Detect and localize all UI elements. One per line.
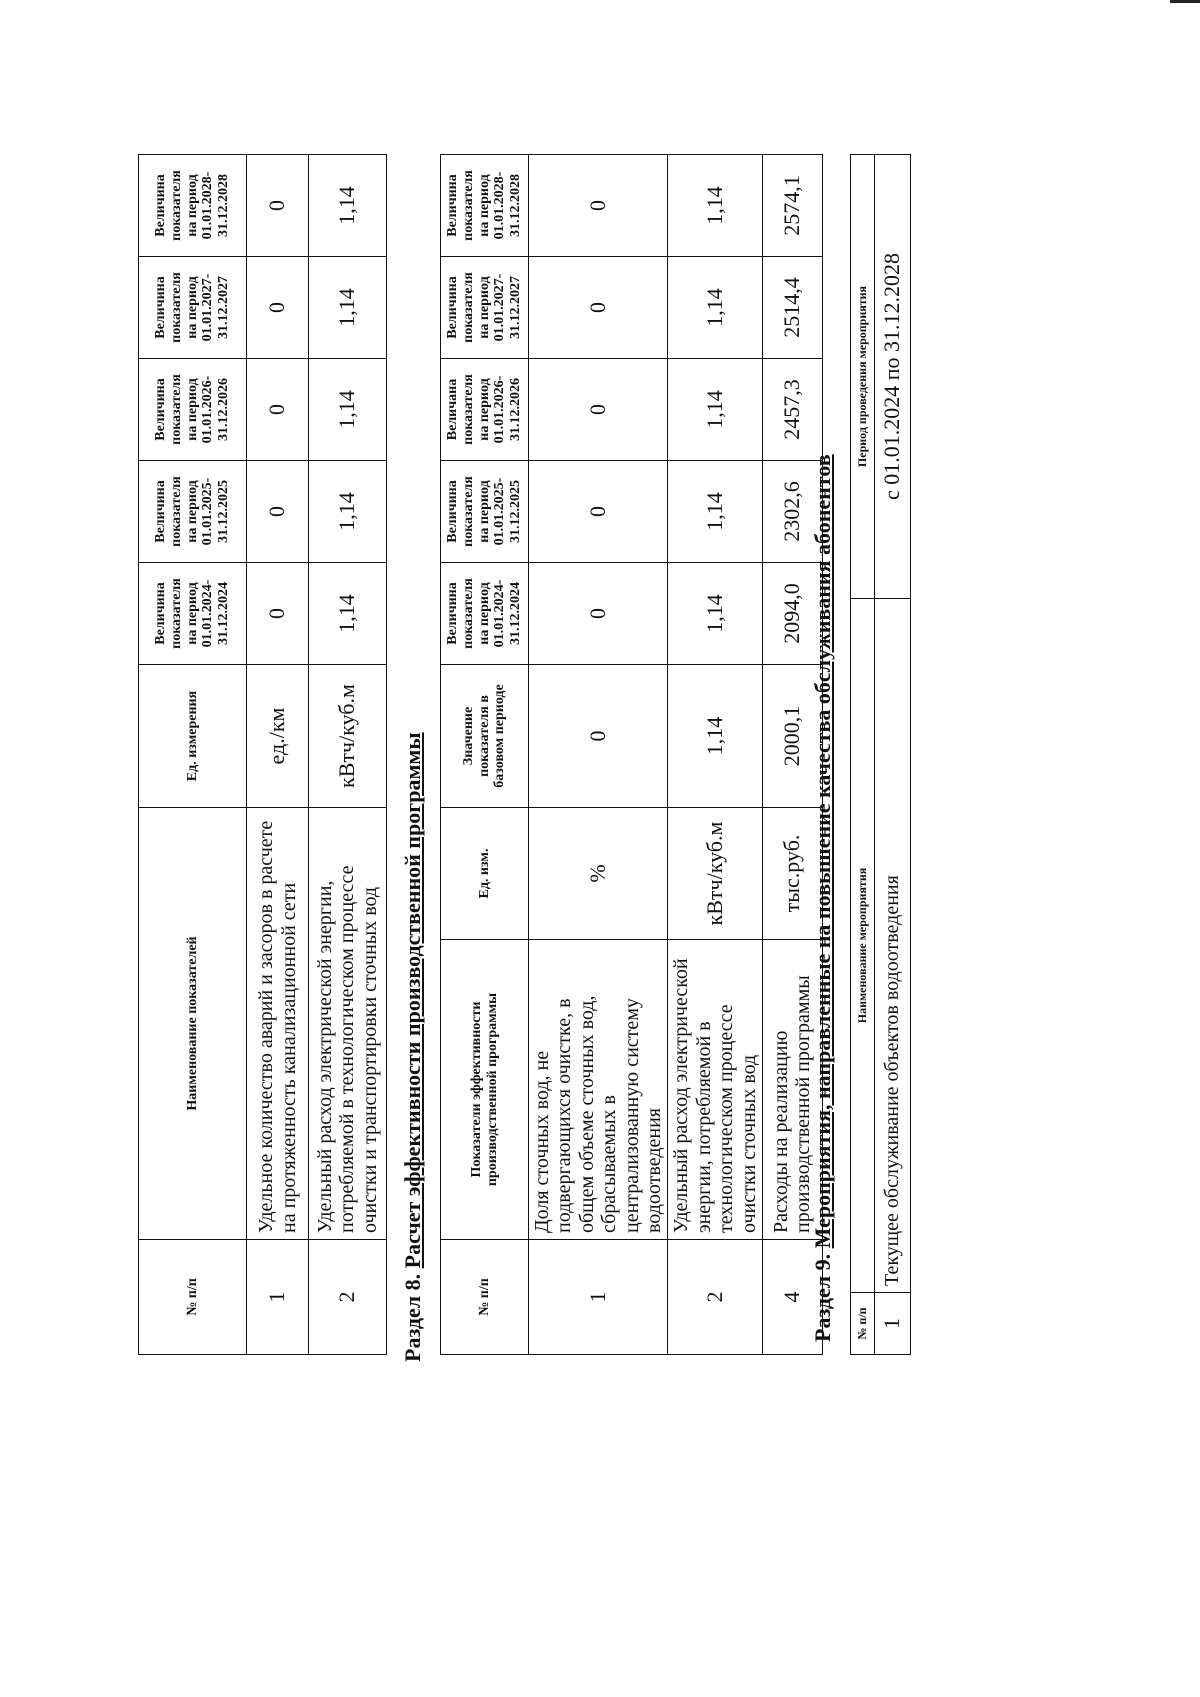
cell-value: 2000,1: [762, 665, 822, 808]
table-header-row: [851, 155, 875, 1355]
col-header-2028: Величина показателя на период 01.01.2028-31.12.2028: [139, 155, 247, 257]
col-header-2025: Величина показателя на период 01.01.2025-31.12.2025: [139, 461, 247, 563]
col-header-number: № п/п: [139, 1240, 247, 1355]
table-row: [875, 155, 911, 1355]
cell-value: 1,14: [668, 563, 763, 665]
table-header-row: [441, 155, 529, 1355]
cell-value: 1,14: [309, 155, 387, 257]
cell-indicator-name: Удельный расход электрической энергии, потребляемой в технологическом процессе очистки сточных вод: [668, 940, 763, 1240]
cell-number: 1: [529, 1240, 668, 1355]
col-header-base-value: Значение показателя в базовом периоде: [441, 665, 529, 808]
cell-value: 1,14: [309, 257, 387, 359]
cell-value: 0: [529, 359, 668, 461]
cell-value: 0: [529, 665, 668, 808]
cell-value: 0: [529, 155, 668, 257]
col-header-2024: Величина показателя на период 01.01.2024-31.12.2024: [441, 563, 529, 665]
col-header-2026: Величина показателя на период 01.01.2026-31.12.2026: [139, 359, 247, 461]
cell-value: 2574,1: [762, 155, 822, 257]
efficiency-table: [440, 154, 823, 1355]
cell-value: 2457,3: [762, 359, 822, 461]
cell-value: 0: [529, 461, 668, 563]
cell-value: 0: [247, 257, 309, 359]
col-header-2024: Величина показателя на период 01.01.2024-31.12.2024: [139, 563, 247, 665]
cell-unit: тыс.руб.: [762, 808, 822, 940]
table-row: [668, 155, 763, 1355]
cell-value: 1,14: [668, 359, 763, 461]
cell-number: 1: [247, 1240, 309, 1355]
cell-value: 2514,4: [762, 257, 822, 359]
table-row: [529, 155, 668, 1355]
table-row: [309, 155, 387, 1355]
cell-value: 1,14: [309, 359, 387, 461]
col-header-indicator-name: Наименование показателей: [139, 808, 247, 1240]
cell-value: 0: [529, 257, 668, 359]
col-header-2025: Величина показателя на период 01.01.2025-31.12.2025: [441, 461, 529, 563]
col-header-unit: Ед. изм.: [441, 808, 529, 940]
section-8-heading: Расчет эффективности производственной программы: [400, 732, 425, 1269]
table-header-row: [139, 155, 247, 1355]
cell-number: 2: [309, 1240, 387, 1355]
section-8-prefix: Раздел 8.: [400, 1273, 425, 1362]
section-8-title: [400, 732, 426, 1362]
col-header-efficiency-indicator: Показатели эффективности производственной программы: [441, 940, 529, 1240]
col-header-number: № п/п: [851, 1293, 875, 1355]
cell-value: 0: [247, 563, 309, 665]
cell-number: 2: [668, 1240, 763, 1355]
cell-indicator-name: Удельный расход электрической энергии, потребляемой в технологическом процессе очистки и транспортировки сточных вод: [309, 808, 387, 1240]
cell-value: 1,14: [668, 461, 763, 563]
cell-value: 1,14: [668, 257, 763, 359]
cell-number: 4: [762, 1240, 822, 1355]
cell-measure-period: с 01.01.2024 по 31.12.2028: [875, 155, 911, 599]
cell-value: 0: [247, 359, 309, 461]
section-9-title: [810, 454, 836, 1342]
cell-number: 1: [875, 1293, 911, 1355]
cell-unit: кВтч/куб.м: [668, 808, 763, 940]
cell-value: 0: [247, 461, 309, 563]
cell-unit: ед./км: [247, 665, 309, 808]
cell-indicator-name: Доля сточных вод, не подвергающихся очистке, в общем объеме сточных вод, сбрасываемых в централизованную систему водоотведения: [529, 940, 668, 1240]
cell-value: 0: [247, 155, 309, 257]
cell-measure-name: Текущее обслуживание объектов водоотведения: [875, 599, 911, 1293]
cell-unit: %: [529, 808, 668, 940]
col-header-2027: Величина показателя на период 01.01.2027-31.12.2027: [441, 257, 529, 359]
col-header-2027: Величина показателя на период 01.01.2027-31.12.2027: [139, 257, 247, 359]
cell-value: 1,14: [668, 155, 763, 257]
cell-value: 1,14: [309, 461, 387, 563]
col-header-number: № п/п: [441, 1240, 529, 1355]
col-header-measure-period: Период проведения мероприятия: [851, 155, 875, 599]
indicators-table: [138, 154, 387, 1355]
section-9-prefix: Раздел 9.: [810, 1253, 835, 1342]
col-header-2028: Величина показателя на период 01.01.2028-31.12.2028: [441, 155, 529, 257]
cell-indicator-name: Расходы на реализацию производственной программы: [762, 940, 822, 1240]
col-header-measure-name: Наименование мероприятия: [851, 599, 875, 1293]
cell-value: 2094,0: [762, 563, 822, 665]
col-header-unit: Ед. измерения: [139, 665, 247, 808]
cell-unit: кВтч/куб.м: [309, 665, 387, 808]
cell-value: 1,14: [309, 563, 387, 665]
cell-value: 0: [529, 563, 668, 665]
col-header-2026: Величана показателя на период 01.01.2026-31.12.2026: [441, 359, 529, 461]
table-row: [247, 155, 309, 1355]
section-9-heading: Мероприятия, направленные на повышение качества обслуживания абонентов: [810, 454, 835, 1249]
cell-value: 2302,6: [762, 461, 822, 563]
measures-table: [850, 154, 911, 1355]
cell-value: 1,14: [668, 665, 763, 808]
cell-indicator-name: Удельное количество аварий и засоров в расчете на протяженность канализационной сети: [247, 808, 309, 1240]
